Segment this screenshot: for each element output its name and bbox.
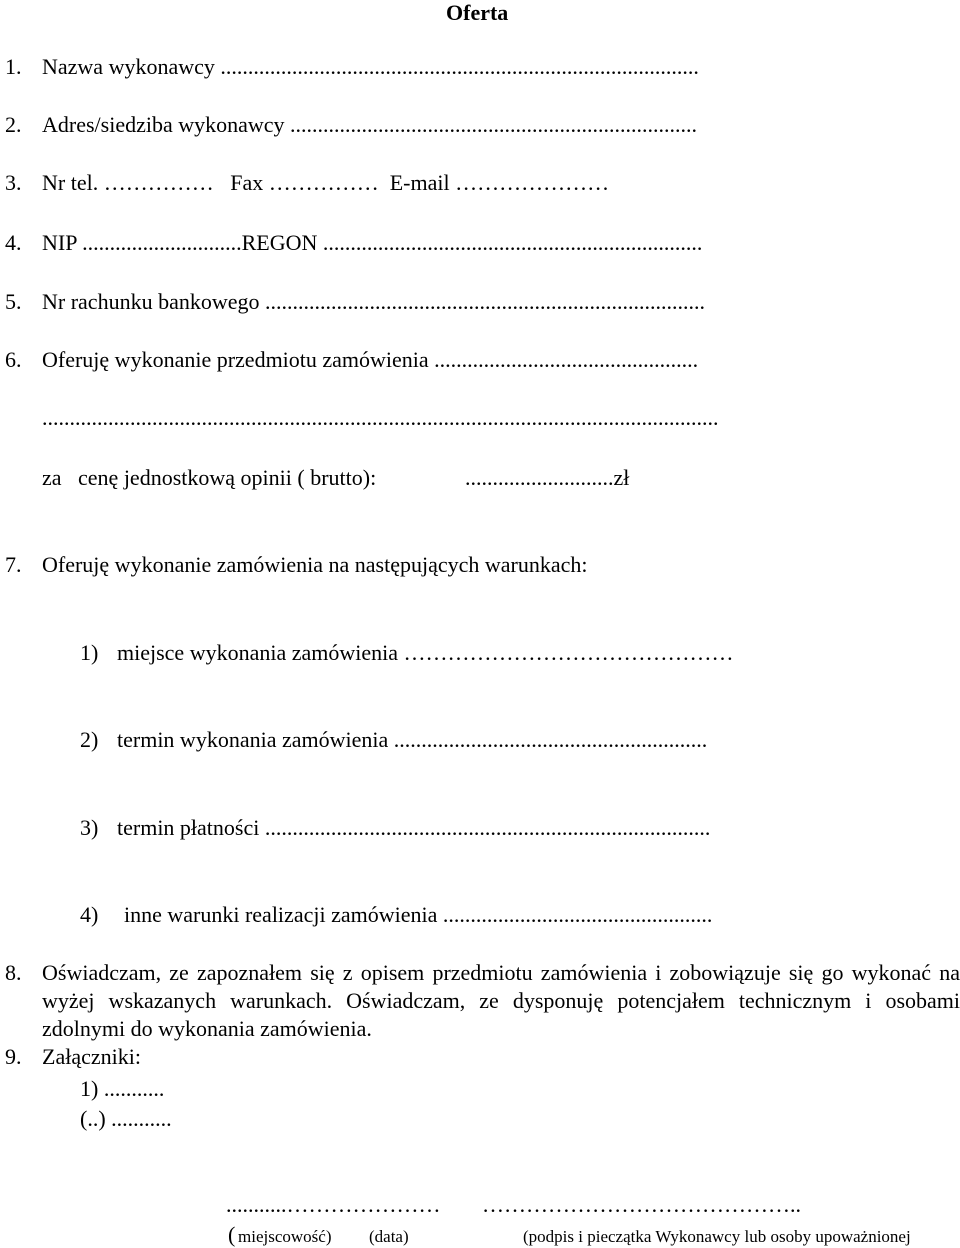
condition-2-number: 2) bbox=[80, 727, 99, 752]
item-1-text: Nazwa wykonawcy ....................................................................................... bbox=[42, 54, 699, 79]
condition-1-number: 1) bbox=[80, 640, 99, 665]
item-5-text: Nr rachunku bankowego ................................................................................ bbox=[42, 289, 705, 314]
item-8-text: Oświadczam, ze zapoznałem się z opisem przedmiotu zamówienia i zobowiązuje się go wykonać na wyżej wskazanych warunkach. Oświadczam, ze dysponuję potencjałem technicznym i osobami zdolnymi do wykonania zamówienia. bbox=[42, 960, 960, 1041]
signature-dots-left: ...........………………… bbox=[226, 1192, 441, 1217]
price-value: ...........................zł bbox=[465, 465, 630, 490]
item-4-text: NIP .............................REGON ..................................................................... bbox=[42, 230, 703, 255]
attachment-2: (..) ........... bbox=[80, 1106, 172, 1131]
signature-dots-right: …………………………………….. bbox=[482, 1192, 801, 1217]
signature-label: (podpis i pieczątka Wykonawcy lub osoby upoważnionej bbox=[523, 1227, 911, 1246]
item-9-text: Załączniki: bbox=[42, 1044, 141, 1069]
item-7-text: Oferuję wykonanie zamówienia na następujących warunkach: bbox=[42, 552, 588, 577]
place-label: miejscowość) bbox=[238, 1227, 332, 1246]
item-5-number: 5. bbox=[5, 289, 22, 314]
item-1-number: 1. bbox=[5, 54, 22, 79]
item-6-continuation: ........................................................................................................................... bbox=[42, 405, 719, 430]
item-3-number: 3. bbox=[5, 170, 22, 195]
condition-3-text: termin płatności ................................................................................. bbox=[117, 815, 711, 840]
condition-3-number: 3) bbox=[80, 815, 99, 840]
condition-2-text: termin wykonania zamówienia ......................................................... bbox=[117, 727, 708, 752]
date-label: (data) bbox=[369, 1227, 409, 1246]
item-7-number: 7. bbox=[5, 552, 22, 577]
condition-4-text: inne warunki realizacji zamówienia ................................................. bbox=[124, 902, 713, 927]
condition-1-text: miejsce wykonania zamówienia ……………………………………… bbox=[117, 640, 734, 665]
item-9-number: 9. bbox=[5, 1044, 22, 1069]
item-3-text: Nr tel. …………… Fax …………… E-mail ………………… bbox=[42, 170, 610, 195]
item-2-text: Adres/siedziba wykonawcy .......................................................................... bbox=[42, 112, 698, 137]
item-2-number: 2. bbox=[5, 112, 22, 137]
item-4-number: 4. bbox=[5, 230, 22, 255]
price-label: za cenę jednostkową opinii ( brutto): bbox=[42, 465, 377, 490]
document-title: Oferta bbox=[446, 0, 509, 25]
attachment-1: 1) ........... bbox=[80, 1076, 165, 1101]
item-6-number: 6. bbox=[5, 347, 22, 372]
condition-4-number: 4) bbox=[80, 902, 99, 927]
item-6-text: Oferuję wykonanie przedmiotu zamówienia ................................................ bbox=[42, 347, 699, 372]
place-label-paren: ( bbox=[228, 1222, 236, 1247]
item-8-number: 8. bbox=[5, 960, 22, 985]
